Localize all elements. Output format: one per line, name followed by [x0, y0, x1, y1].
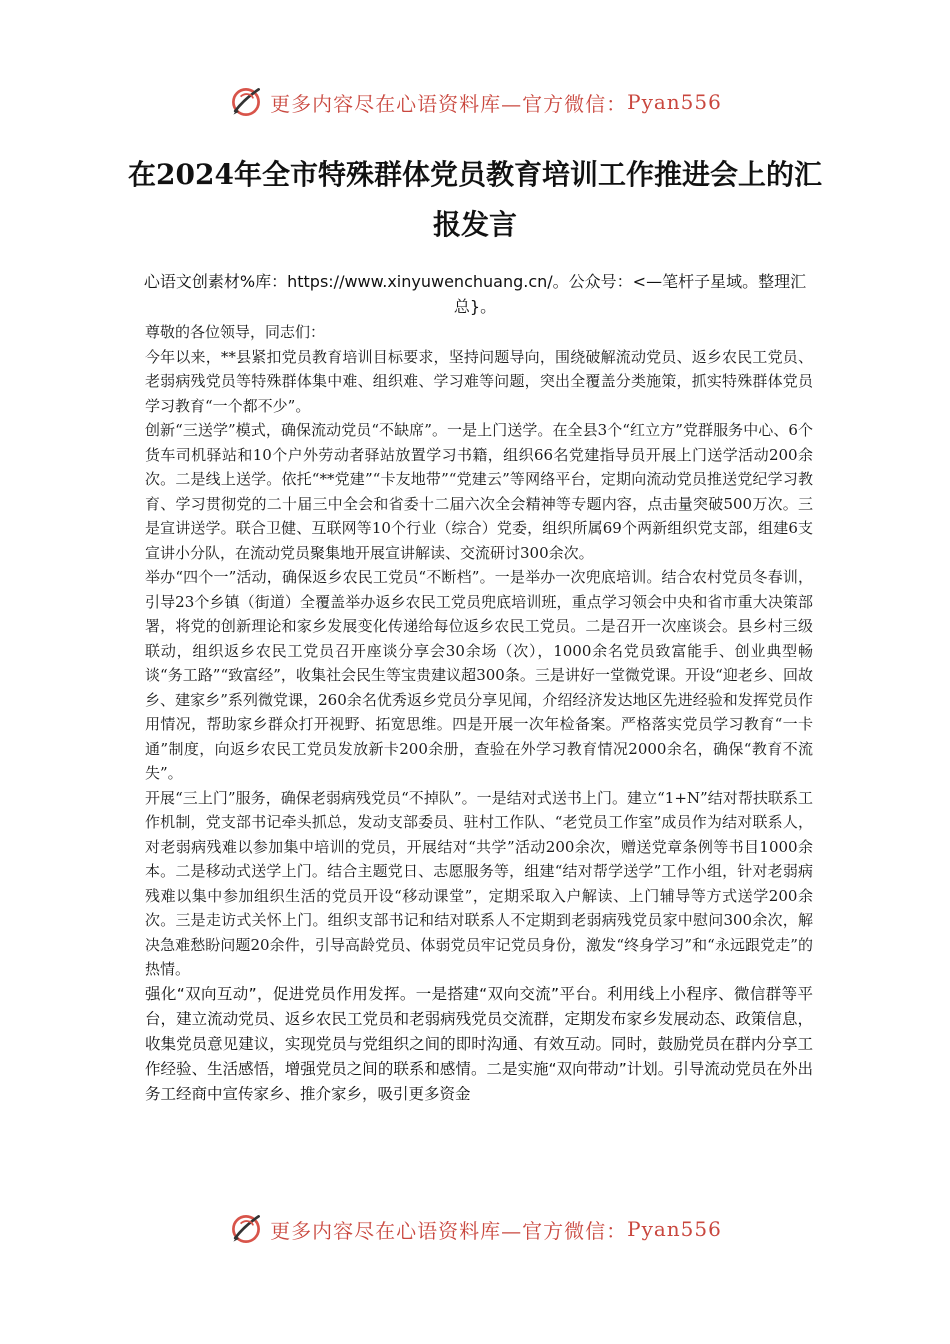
document-body [145, 320, 813, 1107]
banner-text: 更多内容尽在心语资料库—官方微信： [270, 91, 628, 116]
footer-banner [0, 1209, 950, 1249]
pen-swirl-logo-icon [228, 84, 264, 120]
body-paragraph-1: 创新“三送学”模式，确保流动党员“不缺席”。一是上门送学。在全县3个“红立方”党群服务中心、6个货车司机驿站和10个户外劳动者驿站放置学习书籍，组织66名党建指导员开展上门送学活动200余次。二是线上送学。依托“**党建”“卡友地带”“党建云”等网络平台，定期向流动党员推送党纪学习教育、学习贯彻党的二十届三中全会和省委十二届六次全会精神等专题内容，点击量突破500万次。三是宣讲送学。联合卫健、互联网等10个行业（综合）党委，组织所属69个两新组织党支部，组建6支宣讲小分队，在流动党员聚集地开展宣讲解读、交流研讨300余次。 [145, 421, 813, 562]
body-paragraph-2: 举办“四个一”活动，确保返乡农民工党员“不断档”。一是举办一次兜底培训。结合农村党员冬春训，引导23个乡镇（街道）全覆盖举办返乡农民工党员兜底培训班，重点学习领会中央和省市重大决策部署，将党的创新理论和家乡发展变化传递给每位返乡农民工党员。二是召开一次座谈会。县乡村三级联动，组织返乡农民工党员召开座谈分享会30余场（次），1000余名党员致富能手、创业典型畅谈“务工路”“致富经”，收集社会民生等宝贵建议超300条。三是讲好一堂微党课。开设“迎老乡、回故乡、建家乡”系列微党课，260余名优秀返乡党员分享见闻，介绍经济发达地区先进经验和发挥党员作用情况，帮助家乡群众打开视野、拓宽思维。四是开展一次年检备案。严格落实党员学习教育“一卡通”制度，向返乡农民工党员发放新卡200余册，查验在外学习教育情况2000余名，确保“教育不流失”。 [145, 568, 813, 782]
banner-wechat-id: Pyan556 [627, 90, 722, 114]
banner-wechat-id: Pyan556 [627, 1217, 722, 1241]
intro-paragraph: 今年以来，**县紧扣党员教育培训目标要求，坚持问题导向，围绕破解流动党员、返乡农民工党员、老弱病残党员等特殊群体集中难、组织难、学习难等问题，突出全覆盖分类施策，抓实特殊群体党员学习教育“一个都不少”。 [145, 347, 813, 415]
document-title: 在2024年全市特殊群体党员教育培训工作推进会上的汇报发言 [128, 158, 822, 241]
banner-text: 更多内容尽在心语资料库—官方微信： [270, 1218, 628, 1243]
header-banner [0, 82, 950, 122]
source-line: 心语文创素材%库：https://www.xinyuwenchuang.cn/。公众号：<—笔杆子星域。整理汇总}。 [143, 272, 807, 316]
body-paragraph-4: 强化“双向互动”，促进党员作用发挥。一是搭建“双向交流”平台。利用线上小程序、微信群等平台，建立流动党员、返乡农民工党员和老弱病残党员交流群，定期发布家乡发展动态、政策信息，收集党员意见建议，实现党员与党组织之间的即时沟通、有效互动。同时，鼓励党员在群内分享工作经验、生活感悟，增强党员之间的联系和感情。二是实施“双向带动”计划。引导流动党员在外出务工经商中宣传家乡、推介家乡，吸引更多资金 [145, 984, 813, 1103]
banner-content [228, 1211, 722, 1247]
pen-swirl-logo-icon [228, 1211, 264, 1247]
body-paragraph-3: 开展“三上门”服务，确保老弱病残党员“不掉队”。一是结对式送书上门。建立“1+N”结对帮扶联系工作机制，党支部书记牵头抓总，发动支部委员、驻村工作队、“老党员工作室”成员作为结对联系人，对老弱病残难以参加集中培训的党员，开展结对“共学”活动200余次，赠送党章条例等书目1000余本。二是移动式送学上门。结合主题党日、志愿服务等，组建“结对帮学送学”工作小组，针对老弱病残难以集中参加组织生活的党员开设“移动课堂”，定期采取入户解读、上门辅导等方式送学200余次。三是走访式关怀上门。组织支部书记和结对联系人不定期到老弱病残党员家中慰问300余次，解决急难愁盼问题20余件，引导高龄党员、体弱党员牢记党员身份，激发“终身学习”和“永远跟党走”的热情。 [145, 788, 813, 978]
salutation-paragraph: 尊敬的各位领导，同志们： [145, 323, 326, 341]
banner-content [228, 84, 722, 120]
